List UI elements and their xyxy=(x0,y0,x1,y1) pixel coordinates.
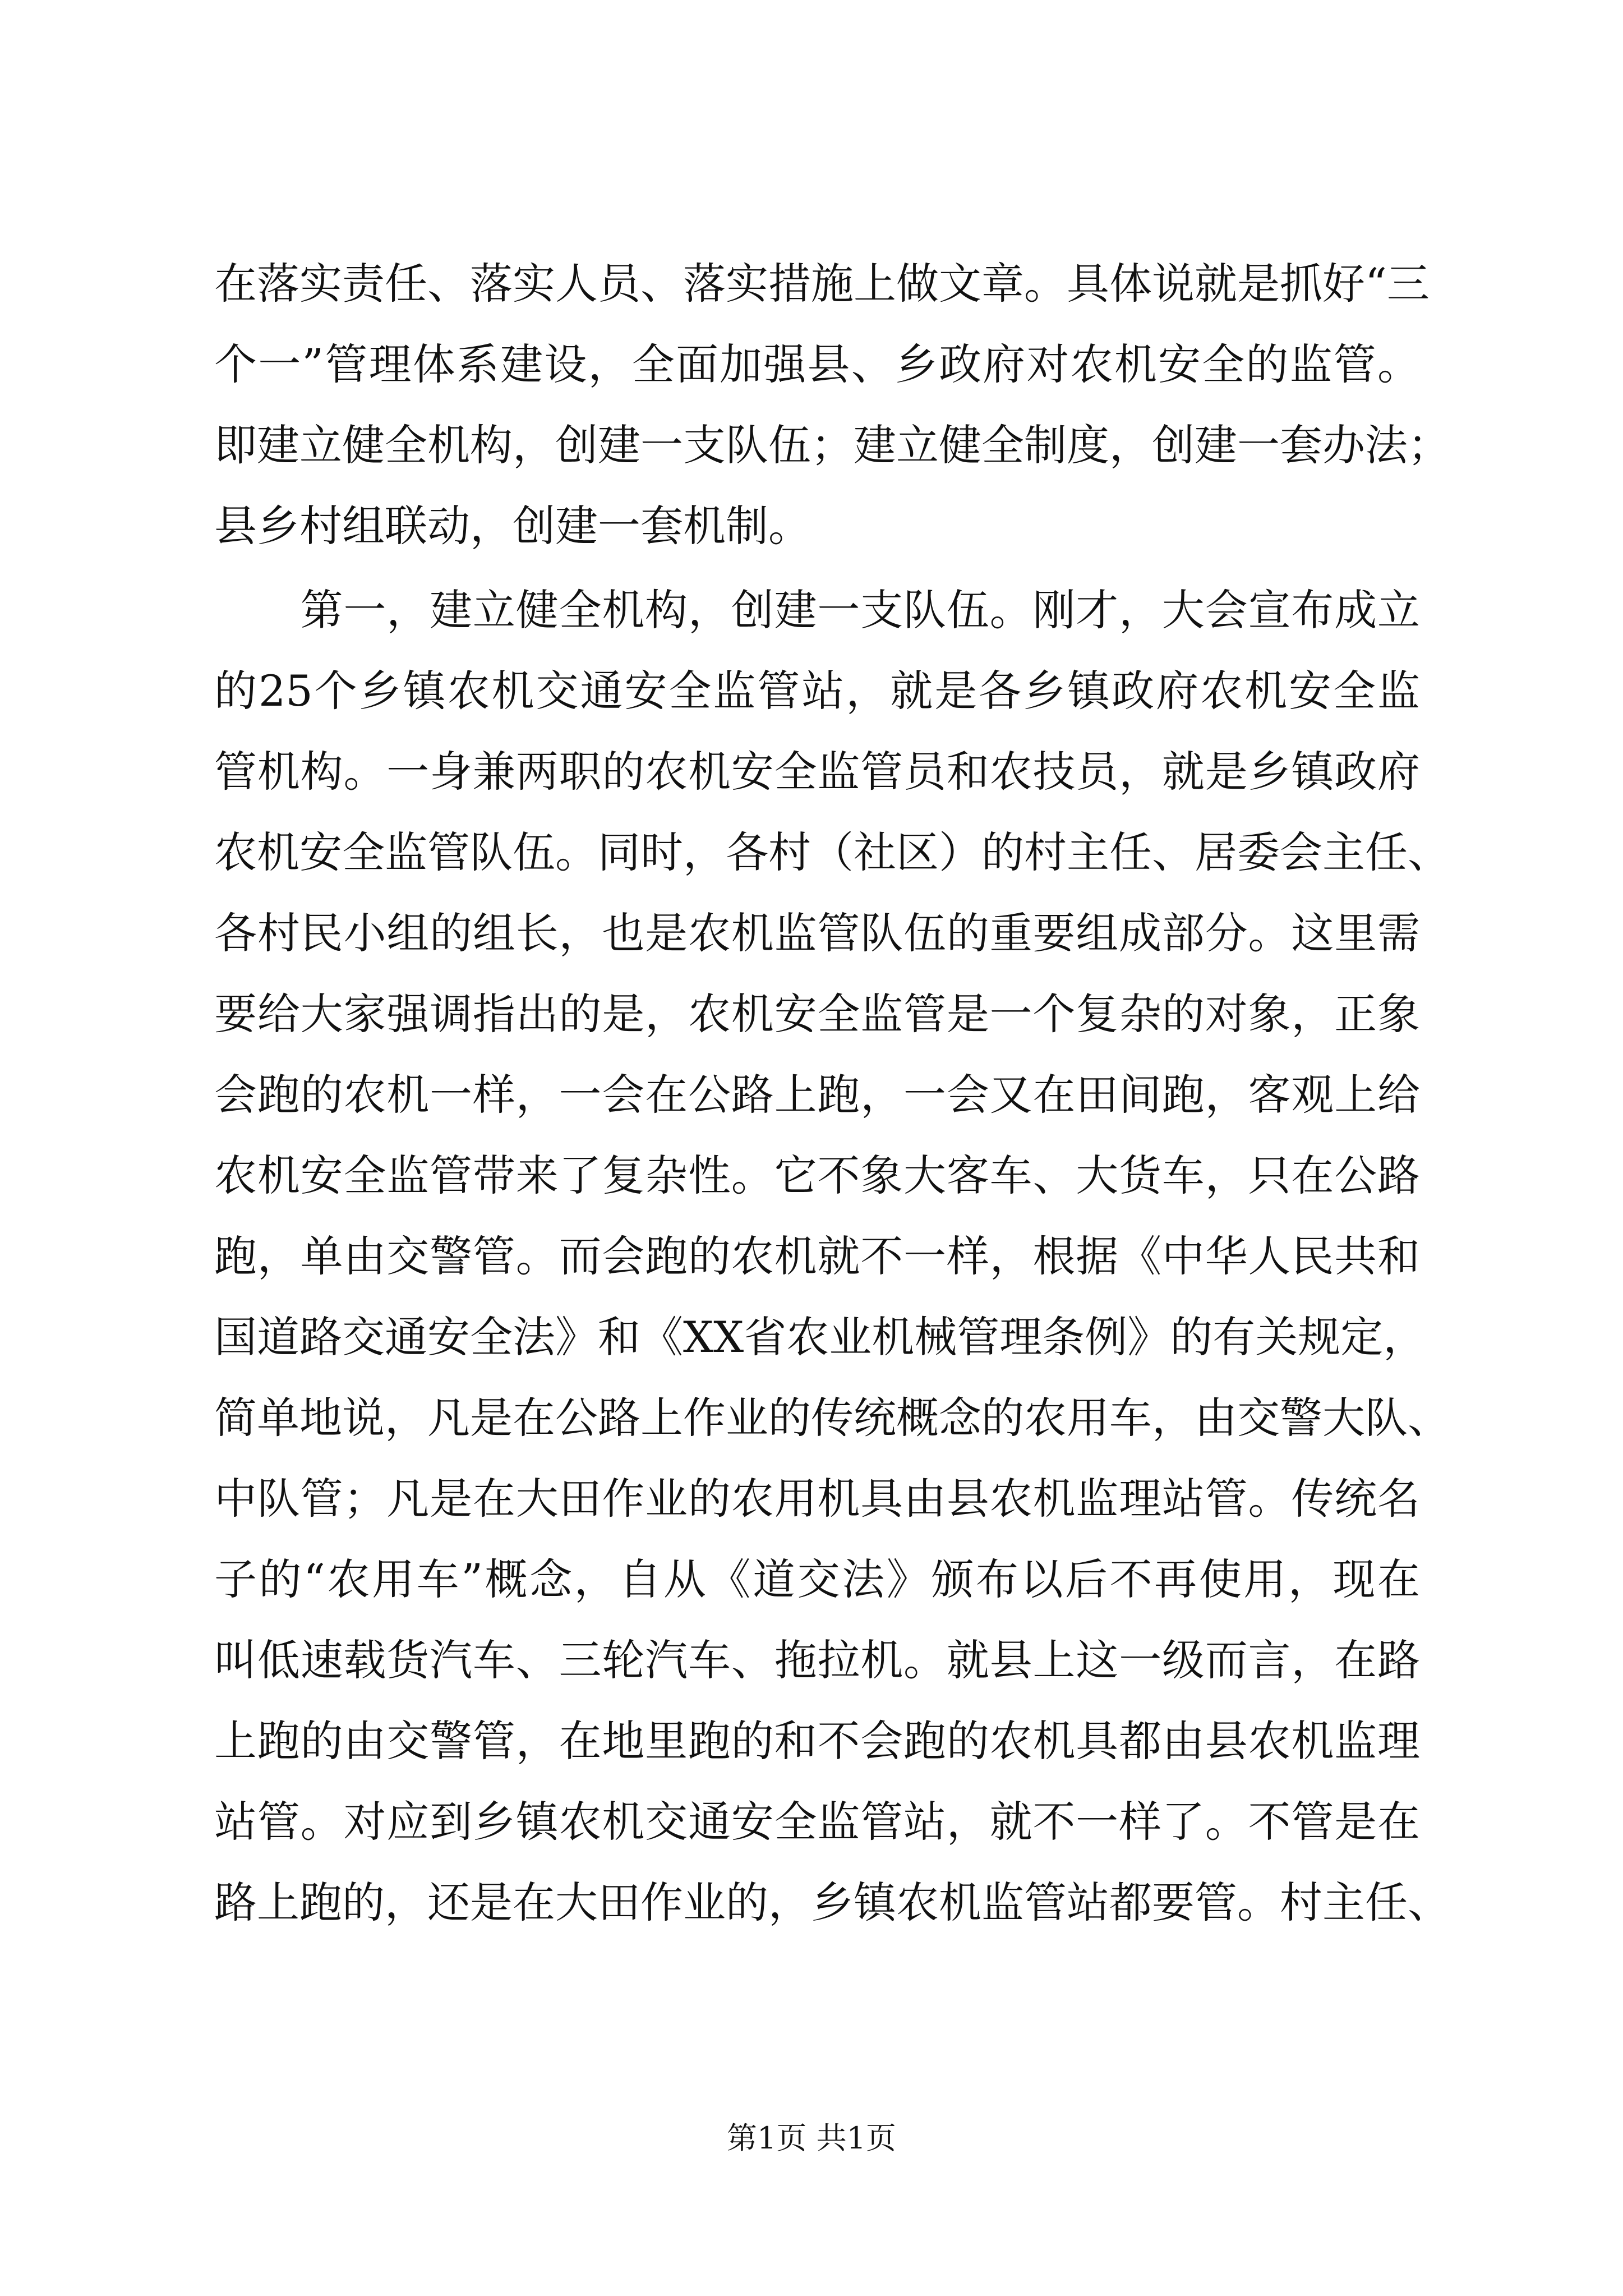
text-line: 个一”管理体系建设，全面加强县、乡政府对农机安全的监管。 xyxy=(214,339,1420,389)
text-line: 简单地说，凡是在公路上作业的传统概念的农用车，由交警大队、 xyxy=(214,1393,1450,1443)
text-line: 要给大家强调指出的是，农机安全监管是一个复杂的对象，正象 xyxy=(214,989,1420,1039)
text-line: 即建立健全机构，创建一支队伍；建立健全制度，创建一套办法； xyxy=(214,420,1450,470)
text-line: 叫低速载货汽车、三轮汽车、拖拉机。就县上这一级而言，在路 xyxy=(214,1635,1420,1685)
paragraph-1 xyxy=(214,243,1450,567)
text-line: 中队管；凡是在大田作业的农用机具由县农机监理站管。传统名 xyxy=(214,1474,1420,1524)
text-line: 跑，单由交警管。而会跑的农机就不一样，根据《中华人民共和 xyxy=(214,1231,1420,1281)
page-number-footer: 第1页 共1页 xyxy=(727,2120,896,2156)
paragraph-2 xyxy=(214,570,1450,1943)
text-line: 各村民小组的组长，也是农机监管队伍的重要组成部分。这里需 xyxy=(214,908,1420,958)
text-line: 管机构。一身兼两职的农机安全监管员和农技员，就是乡镇政府 xyxy=(214,747,1420,797)
text-line: 在落实责任、落实人员、落实措施上做文章。具体说就是抓好“三 xyxy=(214,259,1430,309)
text-line: 站管。对应到乡镇农机交通安全监管站，就不一样了。不管是在 xyxy=(214,1797,1420,1847)
text-line: 子的“农用车”概念，自从《道交法》颁布以后不再使用，现在 xyxy=(214,1554,1420,1604)
text-line: 国道路交通安全法》和《XX省农业机械管理条例》的有关规定， xyxy=(214,1312,1426,1362)
text-line: 县乡村组联动，创建一套机制。 xyxy=(214,501,811,551)
text-line: 农机安全监管队伍。同时，各村（社区）的村主任、居委会主任、 xyxy=(214,827,1450,877)
text-line: 上跑的由交警管，在地里跑的和不会跑的农机具都由县农机监理 xyxy=(214,1716,1420,1766)
text-line: 的25个乡镇农机交通安全监管站，就是各乡镇政府农机安全监 xyxy=(214,666,1420,716)
text-line: 路上跑的，还是在大田作业的，乡镇农机监管站都要管。村主任、 xyxy=(214,1878,1450,1927)
document-body xyxy=(214,243,1450,1943)
text-line: 农机安全监管带来了复杂性。它不象大客车、大货车，只在公路 xyxy=(214,1151,1420,1200)
text-line: 会跑的农机一样，一会在公路上跑，一会又在田间跑，客观上给 xyxy=(214,1070,1420,1120)
text-line: 第一，建立健全机构，创建一支队伍。刚才，大会宣布成立 xyxy=(214,585,1420,635)
